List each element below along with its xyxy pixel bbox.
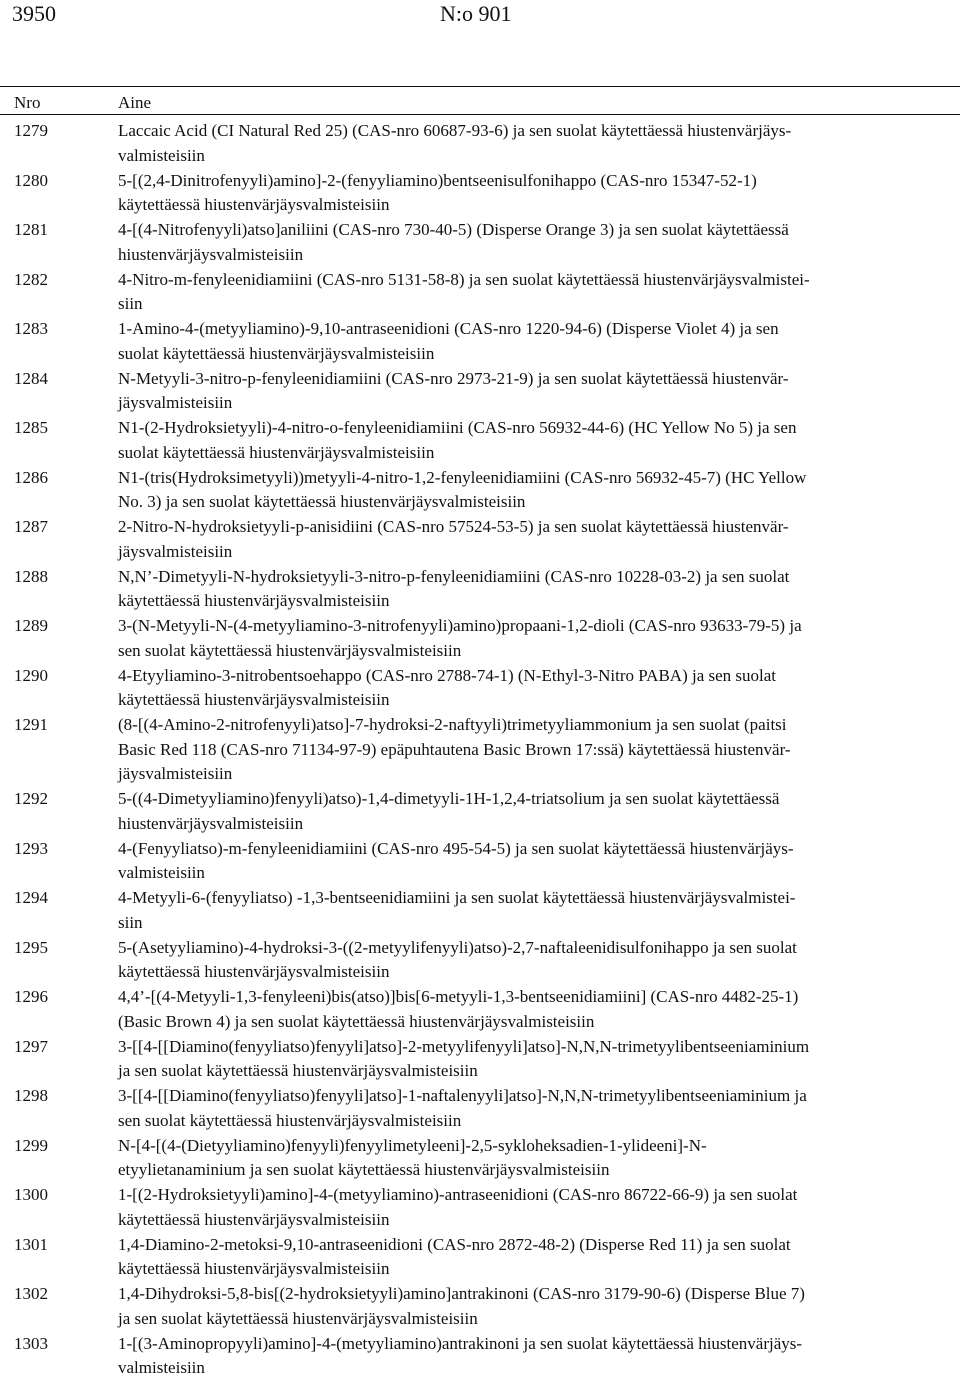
- substance-description: [118, 1183, 948, 1232]
- table-row: [0, 515, 960, 565]
- row-number: 1287: [14, 517, 48, 536]
- substance-text-line: N-[4-[(4-(Dietyyliamino)fenyyli)fenyylimetyleeni]-2,5-sykloheksadien-1-ylideeni]-N-: [118, 1135, 707, 1155]
- substance-text-line: 1-[(3-Aminopropyyli)amino]-4-(metyyliamino)antrakinoni ja sen suolat käytettäessä hiustenvärjäys-: [118, 1333, 803, 1353]
- table-row: [0, 664, 960, 714]
- table-row: [0, 268, 960, 318]
- table-row: [0, 416, 960, 466]
- table-row: [0, 837, 960, 887]
- page-header: [0, 0, 960, 30]
- row-number: 1283: [14, 319, 48, 338]
- substance-description: [118, 1233, 948, 1282]
- substance-text-line: 1,4-Dihydroksi-5,8-bis[(2-hydroksietyyli)amino]antrakinoni (CAS-nro 3179-90-6) (Disperse Blue 7): [118, 1284, 805, 1303]
- table-row: [0, 1233, 960, 1283]
- substance-text-line: jäysvalmisteisiin: [118, 393, 233, 412]
- substance-description: [118, 787, 948, 836]
- substance-description: [118, 515, 948, 564]
- table-row: [0, 985, 960, 1035]
- substance-text-line: 4-Metyyli-6-(fenyyliatso) -1,3-bentseenidiamiini ja sen suolat käytettäessä hiustenvärjäysvalmistei-: [118, 888, 796, 907]
- substance-description: [118, 1134, 948, 1183]
- substance-description: [118, 416, 948, 465]
- row-number: 1296: [14, 987, 48, 1006]
- substance-description: [118, 466, 948, 515]
- substance-description: [118, 367, 948, 416]
- substance-text-line: ja sen suolat käytettäessä hiustenvärjäysvalmisteisiin: [118, 1061, 478, 1080]
- row-number: 1300: [14, 1185, 48, 1204]
- row-number: 1298: [14, 1086, 48, 1105]
- table-row: [0, 367, 960, 417]
- row-number: 1284: [14, 368, 48, 388]
- substance-text-line: 3-(N-Metyyli-N-(4-metyyliamino-3-nitrofenyyli)amino)propaani-1,2-dioli (CAS-nro 93633-79-5) ja: [118, 616, 802, 635]
- row-number: 1297: [14, 1036, 48, 1056]
- substance-description: [118, 268, 948, 317]
- row-number: 1299: [14, 1135, 48, 1155]
- table-row: [0, 1282, 960, 1332]
- substance-description: [118, 565, 948, 614]
- substance-text-line: sen suolat käytettäessä hiustenvärjäysvalmisteisiin: [118, 640, 462, 660]
- substance-text-line: käytettäessä hiustenvärjäysvalmisteisiin: [118, 1259, 390, 1278]
- table-row: [0, 565, 960, 615]
- table-row: [0, 1183, 960, 1233]
- issue-number: N:o 901: [440, 1, 512, 26]
- substance-text-line: siin: [118, 912, 143, 932]
- substance-text-line: 5-((4-Dimetyyliamino)fenyyli)atso)-1,4-dimetyyli-1H-1,2,4-triatsolium ja sen suolat käytettäessä: [118, 789, 780, 808]
- substance-text-line: 1-Amino-4-(metyyliamino)-9,10-antraseenidioni (CAS-nro 1220-94-6) (Disperse Violet 4) ja sen: [118, 319, 779, 338]
- row-number: 1291: [14, 715, 48, 734]
- substance-text-line: 5-(Asetyyliamino)-4-hydroksi-3-((2-metyylifenyyli)atso)-2,7-naftaleenidisulfonihappo ja sen suolat: [118, 937, 797, 957]
- substance-text-line: käytettäessä hiustenvärjäysvalmisteisiin: [118, 690, 390, 709]
- column-header-nro: Nro: [14, 93, 41, 112]
- substance-text-line: (8-[(4-Amino-2-nitrofenyyli)atso]-7-hydroksi-2-naftyyli)trimetyyliammonium ja sen suolat (paitsi: [118, 715, 787, 734]
- column-header-aine: Aine: [118, 93, 152, 112]
- substance-text-line: valmisteisiin: [118, 863, 205, 882]
- table-row: [0, 713, 960, 787]
- table-row: [0, 886, 960, 936]
- substance-text-line: 3-[[4-[[Diamino(fenyyliatso)fenyyli]atso]-1-naftalenyyli]atso]-N,N,N-trimetyylibentseeniaminium ja: [118, 1086, 807, 1105]
- substance-text-line: suolat käytettäessä hiustenvärjäysvalmisteisiin: [118, 442, 435, 462]
- substance-description: [118, 713, 948, 787]
- substance-description: [118, 936, 948, 985]
- substance-text-line: (Basic Brown 4) ja sen suolat käytettäessä hiustenvärjäysvalmisteisiin: [118, 1011, 595, 1031]
- substance-description: [118, 317, 948, 366]
- substance-text-line: N1-(2-Hydroksietyyli)-4-nitro-o-fenyleenidiamiini (CAS-nro 56932-44-6) (HC Yellow No 5) ja sen: [118, 418, 797, 437]
- substance-text-line: 4-[(4-Nitrofenyyli)atso]aniliini (CAS-nro 730-40-5) (Disperse Orange 3) ja sen suolat käytettäessä: [118, 220, 789, 239]
- table-row: [0, 936, 960, 986]
- substance-text-line: valmisteisiin: [118, 1358, 205, 1377]
- substance-description: [118, 1035, 948, 1084]
- substance-text-line: No. 3) ja sen suolat käytettäessä hiustenvärjäysvalmisteisiin: [118, 492, 526, 511]
- table-row: [0, 169, 960, 219]
- table-row: [0, 787, 960, 837]
- row-number: 1302: [14, 1284, 48, 1303]
- table-row: [0, 218, 960, 268]
- substance-description: [118, 119, 948, 168]
- substance-text-line: 2-Nitro-N-hydroksietyyli-p-anisidiini (CAS-nro 57524-53-5) ja sen suolat käytettäessä hiustenvär-: [118, 517, 789, 536]
- substance-text-line: ja sen suolat käytettäessä hiustenvärjäysvalmisteisiin: [118, 1308, 478, 1328]
- substance-description: [118, 1084, 948, 1133]
- substance-text-line: suolat käytettäessä hiustenvärjäysvalmisteisiin: [118, 343, 435, 363]
- substance-text-line: N,N’-Dimetyyli-N-hydroksietyyli-3-nitro-p-fenyleenidiamiini (CAS-nro 10228-03-2) ja sen suolat: [118, 566, 790, 586]
- substance-text-line: käytettäessä hiustenvärjäysvalmisteisiin: [118, 195, 390, 214]
- table-row: [0, 1084, 960, 1134]
- page-number: 3950: [12, 1, 56, 26]
- substance-text-line: jäysvalmisteisiin: [118, 764, 233, 783]
- substance-description: [118, 886, 948, 935]
- substance-text-line: hiustenvärjäysvalmisteisiin: [118, 244, 304, 264]
- row-number: 1286: [14, 467, 48, 487]
- row-number: 1282: [14, 269, 48, 289]
- table-header-rule: [0, 114, 960, 115]
- substance-description: [118, 614, 948, 663]
- substance-text-line: 4,4’-[(4-Metyyli-1,3-fenyleeni)bis(atso)]bis[6-metyyli-1,3-bentseenidiamiini] (CAS-nro 4482-25-1): [118, 987, 799, 1006]
- row-number: 1292: [14, 789, 48, 808]
- substance-table: [0, 119, 960, 1381]
- substance-description: [118, 1282, 948, 1331]
- substance-description: [118, 218, 948, 267]
- substance-text-line: hiustenvärjäysvalmisteisiin: [118, 813, 304, 833]
- substance-description: [118, 985, 948, 1034]
- substance-text-line: käytettäessä hiustenvärjäysvalmisteisiin: [118, 962, 390, 981]
- substance-text-line: siin: [118, 294, 143, 313]
- row-number: 1303: [14, 1333, 48, 1353]
- substance-text-line: Laccaic Acid (CI Natural Red 25) (CAS-nro 60687-93-6) ja sen suolat käytettäessä hiustenvärjäys-: [118, 121, 792, 140]
- row-number: 1289: [14, 616, 48, 635]
- row-number: 1294: [14, 888, 48, 907]
- substance-text-line: Basic Red 118 (CAS-nro 71134-97-9) epäpuhtautena Basic Brown 17:ssä) käytettäessä hiustenvär-: [118, 739, 791, 759]
- row-number: 1285: [14, 418, 48, 437]
- table-row: [0, 317, 960, 367]
- row-number: 1281: [14, 220, 48, 239]
- substance-text-line: käytettäessä hiustenvärjäysvalmisteisiin: [118, 1209, 390, 1229]
- row-number: 1290: [14, 665, 48, 685]
- table-row: [0, 119, 960, 169]
- substance-text-line: 1-[(2-Hydroksietyyli)amino]-4-(metyyliamino)-antraseenidioni (CAS-nro 86722-66-9) ja sen suolat: [118, 1185, 798, 1204]
- substance-text-line: N-Metyyli-3-nitro-p-fenyleenidiamiini (CAS-nro 2973-21-9) ja sen suolat käytettäessä hiustenvär-: [118, 368, 789, 388]
- substance-text-line: 1,4-Diamino-2-metoksi-9,10-antraseenidioni (CAS-nro 2872-48-2) (Disperse Red 11) ja sen suolat: [118, 1234, 791, 1254]
- substance-text-line: 4-Etyyliamino-3-nitrobentsoehappo (CAS-nro 2788-74-1) (N-Ethyl-3-Nitro PABA) ja sen suolat: [118, 665, 777, 685]
- substance-description: [118, 169, 948, 218]
- table-row: [0, 614, 960, 664]
- substance-text-line: valmisteisiin: [118, 145, 205, 165]
- row-number: 1280: [14, 170, 48, 190]
- substance-text-line: 4-(Fenyyliatso)-m-fenyleenidiamiini (CAS-nro 495-54-5) ja sen suolat käytettäessä hiustenvärjäys-: [118, 838, 794, 858]
- table-top-rule: [0, 86, 960, 87]
- substance-description: [118, 837, 948, 886]
- table-row: [0, 1332, 960, 1382]
- substance-text-line: jäysvalmisteisiin: [118, 541, 233, 561]
- row-number: 1293: [14, 838, 48, 858]
- substance-text-line: N1-(tris(Hydroksimetyyli))metyyli-4-nitro-1,2-fenyleenidiamiini (CAS-nro 56932-45-7) (HC Yellow: [118, 467, 807, 487]
- table-row: [0, 466, 960, 516]
- row-number: 1288: [14, 566, 48, 586]
- substance-text-line: etyylietanaminium ja sen suolat käytettäessä hiustenvärjäysvalmisteisiin: [118, 1160, 610, 1179]
- row-number: 1295: [14, 937, 48, 957]
- substance-description: [118, 664, 948, 713]
- table-row: [0, 1035, 960, 1085]
- table-row: [0, 1134, 960, 1184]
- substance-text-line: 4-Nitro-m-fenyleenidiamiini (CAS-nro 5131-58-8) ja sen suolat käytettäessä hiustenvärjäysvalmistei-: [118, 269, 810, 289]
- substance-text-line: 3-[[4-[[Diamino(fenyyliatso)fenyyli]atso]-2-metyylifenyyli]atso]-N,N,N-trimetyylibentseeniaminium: [118, 1036, 810, 1056]
- row-number: 1279: [14, 121, 48, 140]
- substance-text-line: sen suolat käytettäessä hiustenvärjäysvalmisteisiin: [118, 1110, 462, 1130]
- row-number: 1301: [14, 1234, 48, 1254]
- substance-text-line: 5-[(2,4-Dinitrofenyyli)amino]-2-(fenyyliamino)bentseenisulfonihappo (CAS-nro 15347-52-1): [118, 170, 757, 190]
- substance-description: [118, 1332, 948, 1381]
- substance-text-line: käytettäessä hiustenvärjäysvalmisteisiin: [118, 591, 390, 610]
